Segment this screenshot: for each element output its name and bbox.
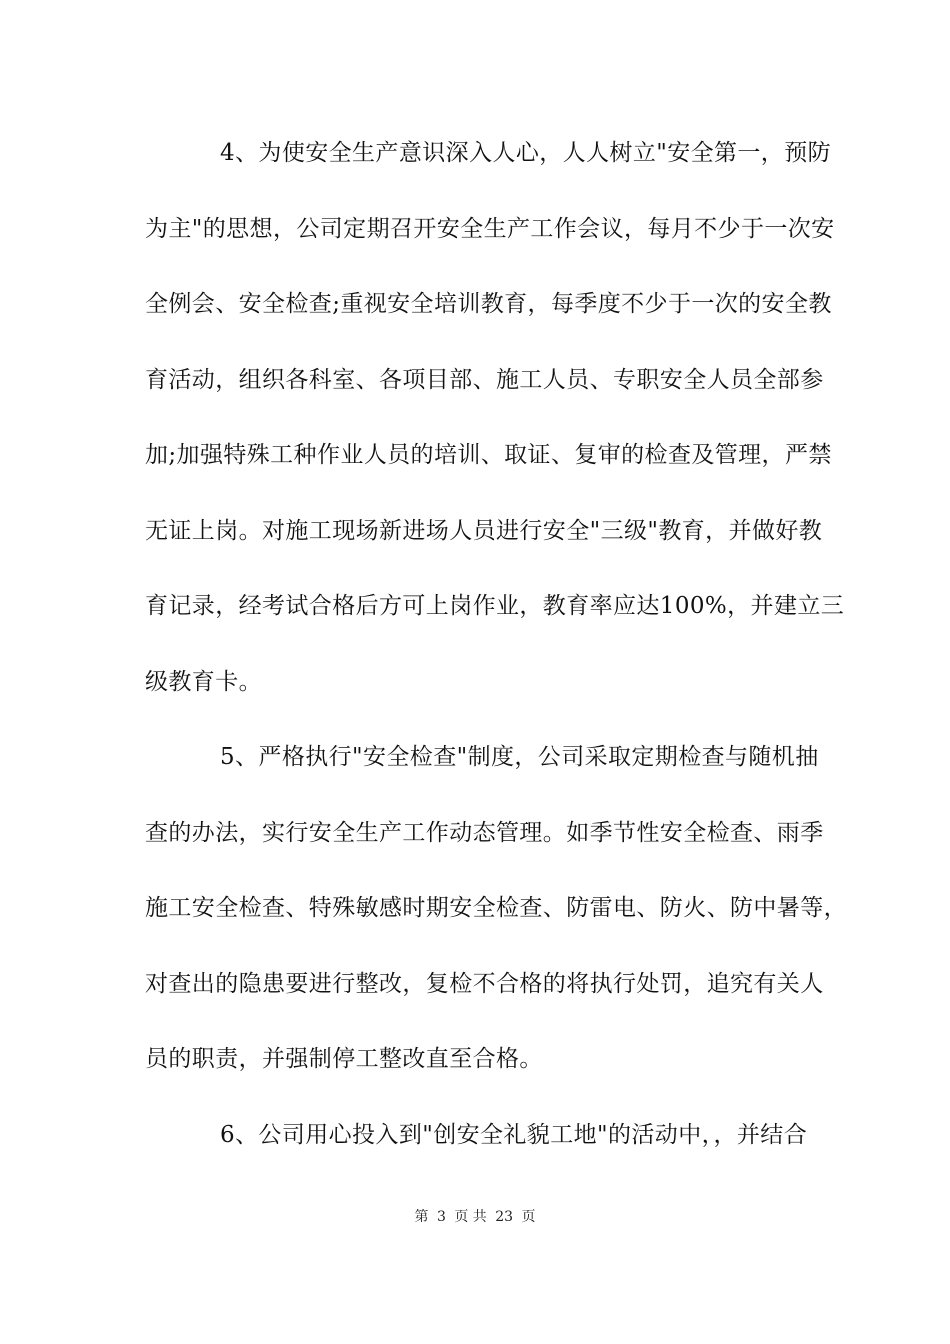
paragraph-5-line-4: 对查出的隐患要进行整改，复检不合格的将执行处罚，追究有关人 xyxy=(145,971,824,997)
paragraph-4-line-1: 4、为使安全生产意识深入人心，人人树立"安全第一，预防 xyxy=(220,140,832,166)
paragraph-5-line-1: 5、严格执行"安全检查"制度，公司采取定期检查与随机抽 xyxy=(220,744,819,770)
paragraph-4-line-8: 级教育卡。 xyxy=(145,669,262,695)
paragraph-5-line-5: 员的职责，并强制停工整改直至合格。 xyxy=(145,1046,543,1072)
total-pages-number: 23 xyxy=(495,1209,514,1225)
paragraph-5-line-2: 查的办法，实行安全生产工作动态管理。如季节性安全检查、雨季 xyxy=(145,820,824,846)
paragraph-4-line-4: 育活动，组织各科室、各项目部、施工人员、专职安全人员全部参 xyxy=(145,367,824,393)
paragraph-6-line-1: 6、公司用心投入到"创安全礼貌工地"的活动中，，并结合 xyxy=(220,1122,808,1148)
page-label-mid: 页 共 xyxy=(454,1209,487,1225)
page-label-suffix: 页 xyxy=(521,1209,536,1225)
current-page-number: 3 xyxy=(436,1209,446,1225)
paragraph-4-line-5: 加;加强特殊工种作业人员的培训、取证、复审的检查及管理，严禁 xyxy=(145,442,832,468)
page-label-prefix: 第 xyxy=(414,1209,429,1225)
page-footer xyxy=(0,1206,950,1226)
paragraph-4-line-6: 无证上岗。对施工现场新进场人员进行安全"三级"教育，并做好教 xyxy=(145,518,823,544)
paragraph-4-line-3: 全例会、安全检查;重视安全培训教育，每季度不少于一次的安全教 xyxy=(145,291,832,317)
paragraph-5-line-3: 施工安全检查、特殊敏感时期安全检查、防雷电、防火、防中暑等， xyxy=(145,895,847,921)
paragraph-4-line-2: 为主"的思想，公司定期召开安全生产工作会议，每月不少于一次安 xyxy=(145,216,835,242)
paragraph-4-line-7: 育记录，经考试合格后方可上岗作业，教育率应达100%，并建立三 xyxy=(145,593,845,619)
